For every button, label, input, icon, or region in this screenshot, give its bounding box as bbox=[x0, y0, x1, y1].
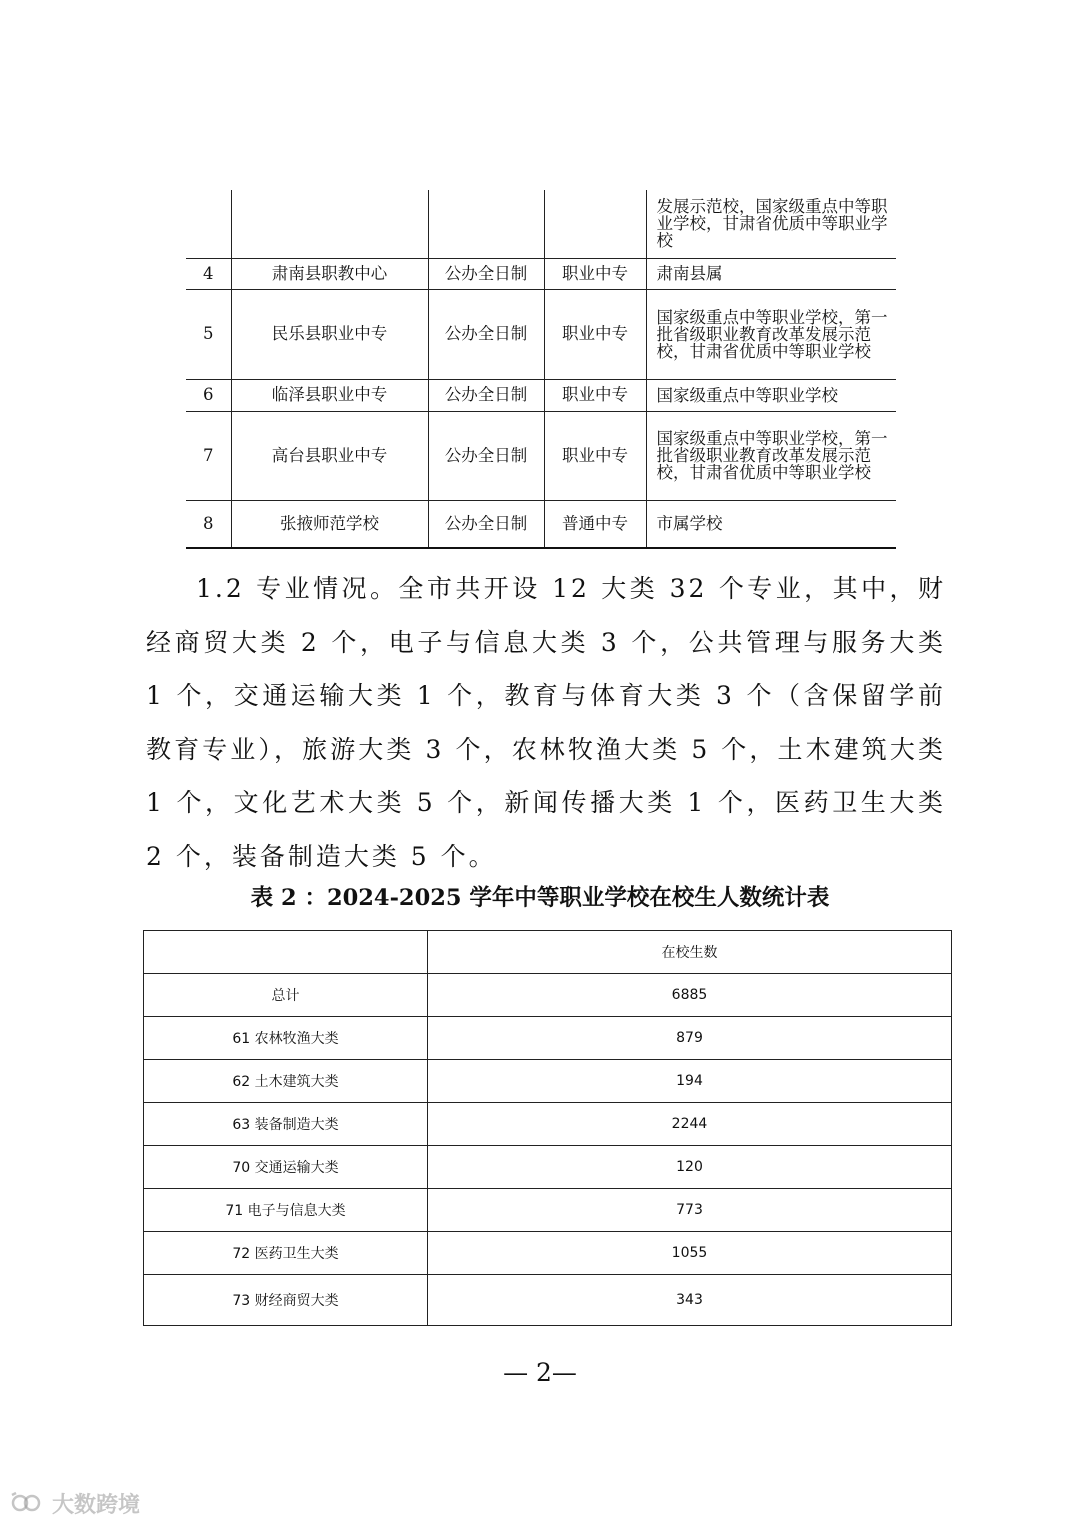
schools-table bbox=[186, 190, 896, 549]
school-level bbox=[544, 190, 646, 258]
row-no: 6 bbox=[186, 379, 231, 411]
school-name: 民乐县职业中专 bbox=[231, 289, 428, 379]
count-cell: 6885 bbox=[428, 974, 952, 1017]
table-row bbox=[186, 289, 896, 379]
table-row bbox=[144, 1060, 952, 1103]
school-name: 张掖师范学校 bbox=[231, 500, 428, 548]
school-name: 临泽县职业中专 bbox=[231, 379, 428, 411]
school-name: 高台县职业中专 bbox=[231, 411, 428, 500]
table-row bbox=[186, 190, 896, 258]
category-cell: 63 装备制造大类 bbox=[144, 1103, 428, 1146]
school-level: 普通中专 bbox=[544, 500, 646, 548]
school-remark: 国家级重点中等职业学校 bbox=[646, 379, 896, 411]
school-type: 公办全日制 bbox=[428, 258, 544, 289]
school-remark: 国家级重点中等职业学校，第一批省级职业教育改革发展示范校，甘肃省优质中等职业学校 bbox=[646, 411, 896, 500]
table-row bbox=[144, 1146, 952, 1189]
school-type: 公办全日制 bbox=[428, 379, 544, 411]
row-no: 5 bbox=[186, 289, 231, 379]
table-row bbox=[144, 1189, 952, 1232]
header-category bbox=[144, 931, 428, 974]
table-row bbox=[144, 974, 952, 1017]
table-header-row bbox=[144, 931, 952, 974]
category-cell: 总计 bbox=[144, 974, 428, 1017]
row-no: 7 bbox=[186, 411, 231, 500]
majors-paragraph: 1.2 专业情况。全市共开设 12 大类 32 个专业，其中，财经商贸大类 2 个，电子与信息大类 3 个，公共管理与服务大类 1 个，交通运输大类 1 个，教育与体育大类 3 个（含保留学前教育专业），旅游大类 3 个，农林牧渔大类 5 个，土木建筑大类 1 个，文化艺术大类 5 个，新闻传播大类 1 个，医药卫生大类 2 个，装备制造大类 5 个。 bbox=[146, 574, 946, 871]
school-remark: 市属学校 bbox=[646, 500, 896, 548]
watermark-text: 大数跨境 bbox=[52, 1492, 141, 1518]
category-cell: 71 电子与信息大类 bbox=[144, 1189, 428, 1232]
count-cell: 879 bbox=[428, 1017, 952, 1060]
row-no: 4 bbox=[186, 258, 231, 289]
table2-caption: 表 2 ：2024-2025 学年中等职业学校在校生人数统计表 bbox=[250, 885, 830, 911]
school-remark: 肃南县属 bbox=[646, 258, 896, 289]
school-name: 肃南县职教中心 bbox=[231, 258, 428, 289]
category-cell: 61 农林牧渔大类 bbox=[144, 1017, 428, 1060]
count-cell: 343 bbox=[428, 1275, 952, 1326]
watermark-logo-icon bbox=[10, 1491, 44, 1515]
school-level: 职业中专 bbox=[544, 379, 646, 411]
row-no bbox=[186, 190, 231, 258]
school-remark: 发展示范校，国家级重点中等职业学校，甘肃省优质中等职业学校 bbox=[646, 190, 896, 258]
table-row bbox=[144, 1017, 952, 1060]
header-count: 在校生数 bbox=[428, 931, 952, 974]
category-cell: 62 土木建筑大类 bbox=[144, 1060, 428, 1103]
school-level: 职业中专 bbox=[544, 258, 646, 289]
school-name bbox=[231, 190, 428, 258]
page-number: — 2— bbox=[503, 1358, 577, 1387]
category-cell: 70 交通运输大类 bbox=[144, 1146, 428, 1189]
count-cell: 120 bbox=[428, 1146, 952, 1189]
count-cell: 1055 bbox=[428, 1232, 952, 1275]
table-row bbox=[186, 258, 896, 289]
count-cell: 2244 bbox=[428, 1103, 952, 1146]
school-remark: 国家级重点中等职业学校，第一批省级职业教育改革发展示范校，甘肃省优质中等职业学校 bbox=[646, 289, 896, 379]
count-cell: 194 bbox=[428, 1060, 952, 1103]
table-row bbox=[144, 1103, 952, 1146]
table-row bbox=[186, 379, 896, 411]
table-row bbox=[144, 1232, 952, 1275]
row-no: 8 bbox=[186, 500, 231, 548]
table-row bbox=[186, 411, 896, 500]
table-row bbox=[186, 500, 896, 548]
school-level: 职业中专 bbox=[544, 289, 646, 379]
school-level: 职业中专 bbox=[544, 411, 646, 500]
category-cell: 73 财经商贸大类 bbox=[144, 1275, 428, 1326]
count-cell: 773 bbox=[428, 1189, 952, 1232]
watermark bbox=[10, 1488, 140, 1518]
school-type: 公办全日制 bbox=[428, 411, 544, 500]
school-type bbox=[428, 190, 544, 258]
school-type: 公办全日制 bbox=[428, 500, 544, 548]
category-cell: 72 医药卫生大类 bbox=[144, 1232, 428, 1275]
school-type: 公办全日制 bbox=[428, 289, 544, 379]
enrollment-table bbox=[143, 930, 952, 1326]
table-row bbox=[144, 1275, 952, 1326]
